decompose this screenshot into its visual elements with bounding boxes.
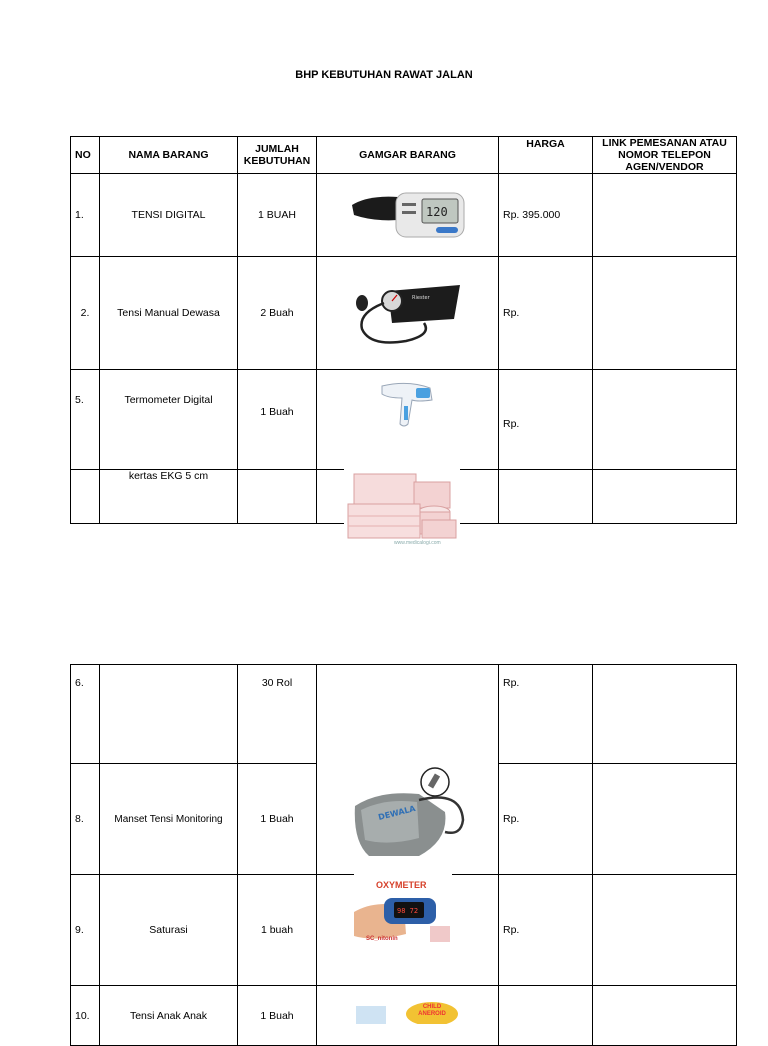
cell-price (499, 986, 593, 1046)
table-header-row (71, 137, 737, 174)
pulse-oximeter-image (354, 872, 452, 956)
cell-link (593, 370, 737, 470)
oximeter-sub: SC_nitonin (366, 936, 398, 942)
cell-name (100, 665, 238, 764)
cell-link (593, 764, 737, 875)
cell-image (317, 174, 499, 257)
cell-link (593, 986, 737, 1046)
cell-no: 9. (71, 875, 100, 986)
cell-qty: 1 Buah (238, 986, 317, 1046)
cell-link (593, 257, 737, 370)
cell-no: 10. (71, 986, 100, 1046)
cell-name: Manset Tensi Monitoring (100, 764, 238, 875)
cell-price: Rp. (499, 665, 593, 764)
svg-text:120: 120 (425, 205, 448, 219)
cell-no: 2. (71, 257, 100, 370)
header-link: LINK PEMESANAN ATAU NOMOR TELEPON AGEN/VENDOR (593, 137, 737, 174)
header-name: NAMA BARANG (100, 137, 238, 174)
cell-qty: 1 BUAH (238, 174, 317, 257)
ecg-watermark: www.medicalogi.com (394, 540, 441, 546)
digital-bp-monitor-image (348, 189, 468, 241)
cell-no: 8. (71, 764, 100, 875)
items-table-1 (70, 136, 737, 524)
cell-image (317, 665, 499, 764)
infrared-thermometer-image (378, 380, 438, 428)
table-row (71, 174, 737, 257)
child-badge: CHILD ANEROID (418, 1004, 446, 1017)
svg-text:98 72: 98 72 (397, 907, 419, 915)
cell-name: Saturasi (100, 875, 238, 986)
cuff-brand-label: DEWALA (377, 803, 417, 822)
cell-name: Tensi Manual Dewasa (100, 257, 238, 370)
cell-image (317, 370, 499, 470)
header-qty: JUMLAH KEBUTUHAN (238, 137, 317, 174)
manual-sphygmomanometer-image (348, 273, 468, 353)
cell-qty: 30 Rol (238, 665, 317, 764)
cell-price: Rp. (499, 875, 593, 986)
ecg-paper-image (344, 468, 460, 550)
page-title: BHP KEBUTUHAN RAWAT JALAN (295, 69, 473, 81)
svg-text:Riester: Riester (411, 295, 430, 301)
oximeter-title: OXYMETER (376, 880, 427, 890)
cell-price (499, 470, 593, 524)
cell-price: Rp. 395.000 (499, 174, 593, 257)
header-no: NO (71, 137, 100, 174)
child-aneroid-image (352, 1000, 462, 1024)
cell-no: 6. (71, 665, 100, 764)
cell-link (593, 875, 737, 986)
cell-price: Rp. (499, 257, 593, 370)
cell-name: kertas EKG 5 cm (100, 470, 238, 524)
cell-qty: 1 Buah (238, 370, 317, 470)
cell-link (593, 470, 737, 524)
header-image: GAMGAR BARANG (317, 137, 499, 174)
cell-link (593, 665, 737, 764)
cell-qty: 1 Buah (238, 764, 317, 875)
cell-no (71, 470, 100, 524)
cell-name: Tensi Anak Anak (100, 986, 238, 1046)
header-price: HARGA (499, 137, 593, 174)
table-row (71, 257, 737, 370)
cell-qty: 2 Buah (238, 257, 317, 370)
cell-no: 1. (71, 174, 100, 257)
cell-no: 5. (71, 370, 100, 470)
cell-name: Termometer Digital (100, 370, 238, 470)
cell-price: Rp. (499, 370, 593, 470)
cell-link (593, 174, 737, 257)
bp-cuff-image (349, 760, 471, 860)
cell-image (317, 257, 499, 370)
table-row (71, 665, 737, 764)
cell-price: Rp. (499, 764, 593, 875)
cell-qty: 1 buah (238, 875, 317, 986)
table-row (71, 370, 737, 470)
cell-name: TENSI DIGITAL (100, 174, 238, 257)
cell-qty (238, 470, 317, 524)
